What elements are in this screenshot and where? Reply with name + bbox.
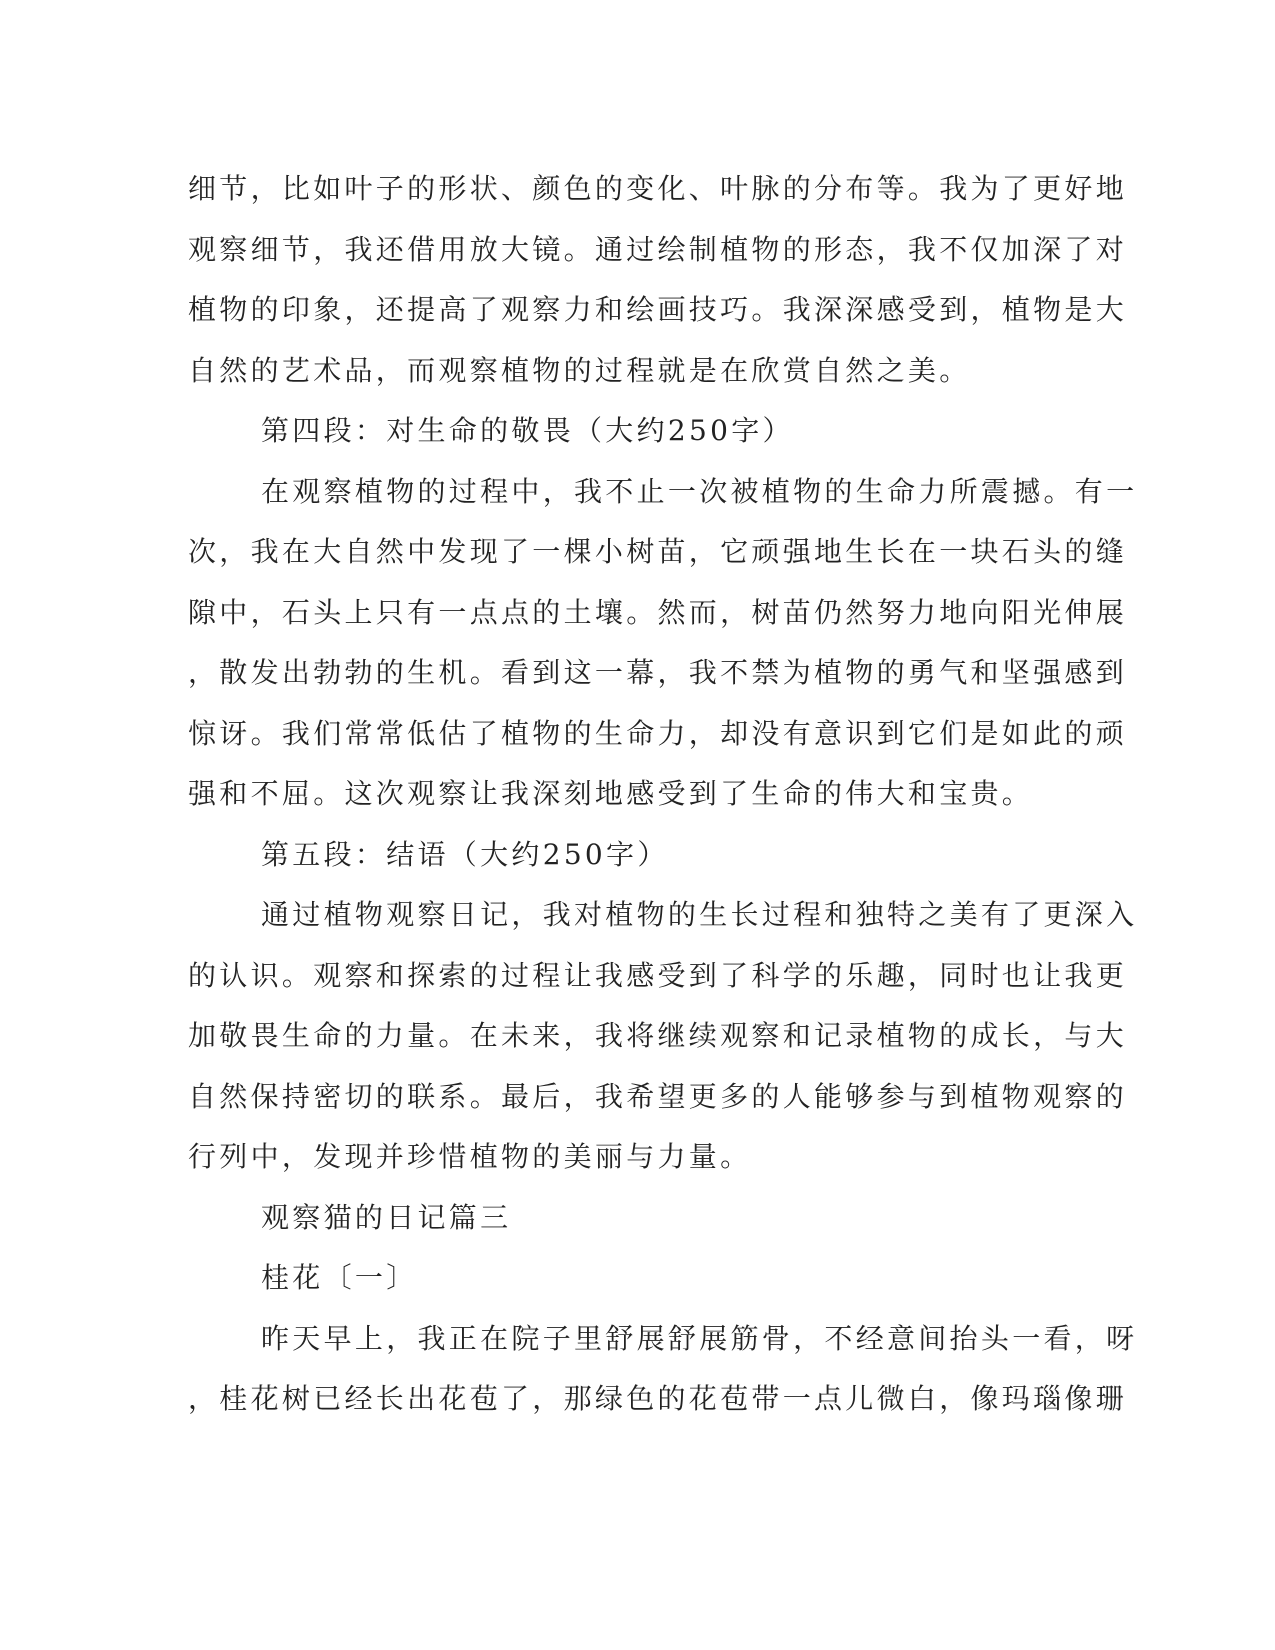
text-line: 惊讶。我们常常低估了植物的生命力，却没有意识到它们是如此的顽	[188, 716, 1128, 750]
text-line: 自然保持密切的联系。最后，我希望更多的人能够参与到植物观察的	[188, 1079, 1128, 1113]
text-line: 的认识。观察和探索的过程让我感受到了科学的乐趣，同时也让我更	[188, 958, 1128, 992]
text-line: 加敬畏生命的力量。在未来，我将继续观察和记录植物的成长，与大	[188, 1019, 1128, 1052]
text-line: 植物的印象，还提高了观察力和绘画技巧。我深深感受到，植物是大	[188, 293, 1128, 326]
text-line: 隙中，石头上只有一点点的土壤。然而，树苗仍然努力地向阳光伸展	[188, 595, 1128, 629]
text-line: 观察细节，我还借用放大镜。通过绘制植物的形态，我不仅加深了对	[188, 232, 1128, 266]
section-heading: 第五段：结语（大约250字）	[261, 837, 669, 871]
section-heading: 桂花〔一〕	[261, 1261, 418, 1294]
section-heading: 第四段：对生命的敬畏（大约250字）	[261, 414, 794, 447]
text-line: 细节，比如叶子的形状、颜色的变化、叶脉的分布等。我为了更好地	[188, 172, 1128, 205]
text-line: 强和不屈。这次观察让我深刻地感受到了生命的伟大和宝贵。	[188, 777, 1034, 810]
text-line: 自然的艺术品，而观察植物的过程就是在欣赏自然之美。	[188, 353, 971, 387]
article-title: 观察猫的日记篇三	[261, 1200, 512, 1234]
text-line: 行列中，发现并珍惜植物的美丽与力量。	[188, 1140, 752, 1173]
text-line: 次，我在大自然中发现了一棵小树苗，它顽强地生长在一块石头的缝	[188, 535, 1128, 568]
text-line: ，散发出勃勃的生机。看到这一幕，我不禁为植物的勇气和坚强感到	[188, 656, 1128, 689]
text-line: ，桂花树已经长出花苞了，那绿色的花苞带一点儿微白，像玛瑙像珊	[188, 1382, 1128, 1415]
text-line: 昨天早上，我正在院子里舒展舒展筋骨，不经意间抬头一看，呀	[261, 1321, 1138, 1355]
text-line: 通过植物观察日记，我对植物的生长过程和独特之美有了更深入	[261, 898, 1138, 931]
text-line: 在观察植物的过程中，我不止一次被植物的生命力所震撼。有一	[261, 474, 1138, 508]
body-text	[188, 159, 1138, 1430]
